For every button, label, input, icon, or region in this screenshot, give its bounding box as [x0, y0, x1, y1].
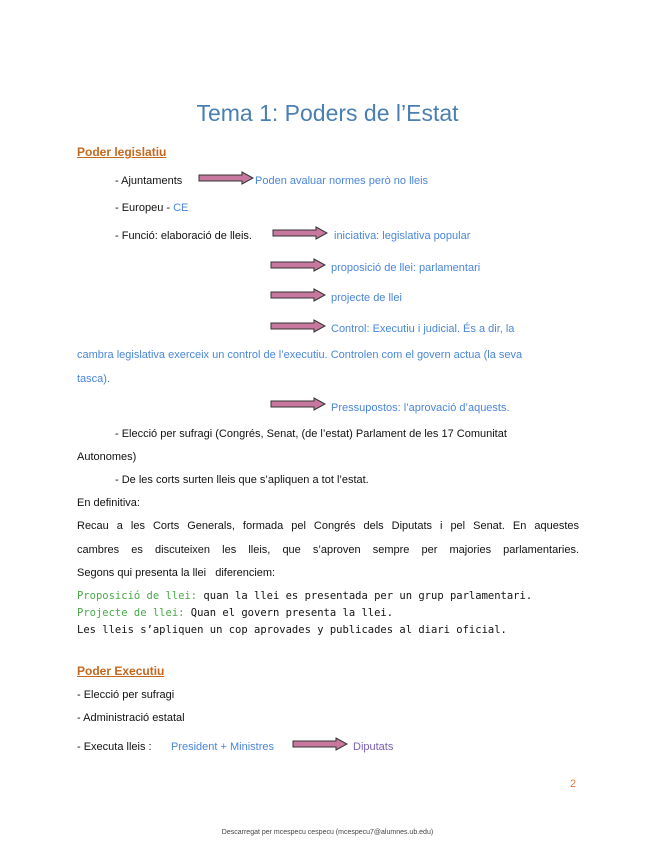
arrow-right-icon	[270, 258, 326, 272]
proposicio-label: Proposició de llei:	[77, 590, 198, 602]
funcio-iniciativa: iniciativa: legislativa popular	[334, 230, 471, 242]
heading-poder-executiu: Poder Executiu	[77, 664, 165, 678]
projecte-label: Projecte de llei:	[77, 607, 185, 619]
funcio-control-line1: Control: Executiu i judicial. És a dir, la	[331, 323, 515, 335]
lleis-publicades: Les lleis s’apliquen un cop aprovades y publicades al diari oficial.	[77, 624, 507, 636]
europeu-label: - Europeu -	[115, 202, 171, 214]
item-eleccio-line1: - Elecció per sufragi (Congrés, Senat, (de l’estat) Parlament de les 17 Comunitat	[115, 428, 507, 440]
item-corts: - De les corts surten lleis que s’apliquen a tot l’estat.	[115, 474, 369, 486]
arrow-right-icon	[270, 288, 326, 302]
def-projecte	[77, 607, 393, 619]
arrow-right-icon	[292, 737, 348, 751]
funcio-control-line2: cambra legislativa exerceix un control de l’executiu. Controlen com el govern actua (la seva	[77, 349, 523, 361]
funcio-control-line3: tasca).	[77, 373, 111, 385]
executiu-executa: - Executa lleis :	[77, 741, 152, 753]
item-funcio: - Funció: elaboració de lleis.	[115, 230, 252, 242]
executiu-president-ministres: President + Ministres	[171, 741, 275, 753]
item-eleccio-line2: Autonomes)	[77, 451, 137, 463]
arrow-right-icon	[270, 397, 326, 411]
executiu-eleccio: - Elecció per sufragi	[77, 689, 175, 701]
executiu-diputats: Diputats	[353, 741, 394, 753]
recau-line1: Recau a les Corts Generals, formada pel Congrés dels Diputats i pel Senat. En aquestes	[77, 520, 579, 532]
proposicio-text: quan la llei es presentada per un grup parlamentari.	[197, 590, 533, 602]
heading-poder-legislatiu: Poder legislatiu	[77, 145, 167, 159]
download-footer: Descarregat per mcespecu cespecu (mcespecu7@alumnes.ub.edu)	[221, 829, 434, 836]
funcio-pressupostos: Pressupostos: l’aprovació d’aquests.	[331, 402, 510, 414]
page-number: 2	[570, 778, 577, 790]
arrow-right-icon	[198, 171, 254, 185]
page-title: Tema 1: Poders de l’Estat	[196, 100, 459, 126]
executiu-administracio: - Administració estatal	[77, 712, 185, 724]
def-proposicio	[77, 590, 532, 602]
recau-line2: cambres es discuteixen les lleis, que s’aproven sempre per majories parlamentaries.	[77, 544, 579, 556]
funcio-proposicio: proposició de llei: parlamentari	[331, 262, 481, 274]
item-europeu	[115, 202, 188, 214]
en-definitiva: En definitiva:	[77, 497, 140, 509]
ajuntaments-note: Poden avaluar normes però no lleis	[255, 175, 429, 187]
projecte-text: Quan el govern presenta la llei.	[184, 607, 394, 619]
funcio-projecte: projecte de llei	[331, 292, 402, 304]
europeu-value: CE	[173, 202, 189, 214]
item-ajuntaments: - Ajuntaments	[115, 175, 183, 187]
segons-qui: Segons qui presenta la llei diferenciem:	[77, 567, 276, 579]
arrow-right-icon	[270, 319, 326, 333]
arrow-right-icon	[272, 226, 328, 240]
